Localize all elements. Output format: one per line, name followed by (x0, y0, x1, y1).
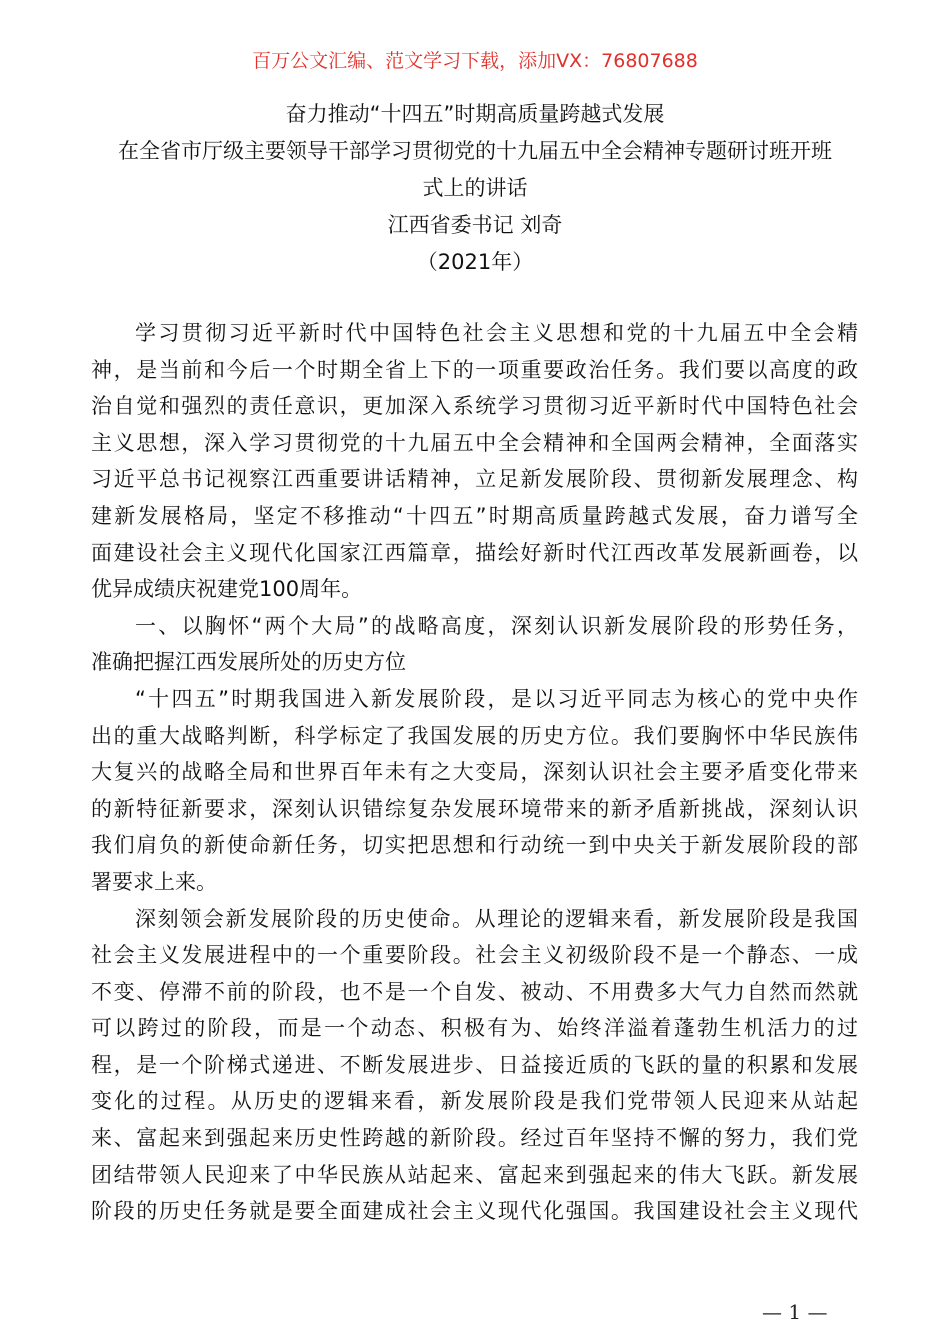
text-line: “十四五”时期我国进入新发展阶段，是以习近平同志为核心的党中央作 (135, 686, 858, 711)
text-line: 深刻领会新发展阶段的历史使命。从理论的逻辑来看，新发展阶段是我国 (135, 906, 858, 931)
section-heading-continued: 准确把握江西发展所处的历史方位 (91, 650, 406, 675)
text-line: 建新发展格局，坚定不移推动“十四五”时期高质量跨越式发展，奋力谱写全 (91, 503, 858, 528)
document-subtitle-continued: 式上的讲话 (422, 176, 528, 200)
text-line: 治自觉和强烈的责任意识，更加深入系统学习贯彻习近平新时代中国特色社会 (91, 394, 858, 419)
text-line: 来、富起来到强起来历史性跨越的新阶段。经过百年坚持不懈的努力，我们党 (91, 1126, 858, 1151)
text-line: 主义思想，深入学习贯彻党的十九届五中全会精神和全国两会精神，全面落实 (91, 430, 858, 455)
document-author: 江西省委书记 刘奇 (387, 213, 563, 237)
watermark-banner: 百万公文汇编、范文学习下载，添加VX：76807688 (252, 50, 698, 72)
text-line: 可以跨过的阶段，而是一个动态、积极有为、始终洋溢着蓬勃生机活力的过 (91, 1016, 858, 1041)
text-line: 的新特征新要求，深刻认识错综复杂发展环境带来的新矛盾新挑战，深刻认识 (91, 796, 858, 821)
text-line: 习近平总书记视察江西重要讲话精神，立足新发展阶段、贯彻新发展理念、构 (91, 467, 858, 492)
document-subtitle: 在全省市厅级主要领导干部学习贯彻党的十九届五中全会精神专题研讨班开班 (118, 139, 832, 163)
text-line: 面建设社会主义现代化国家江西篇章，描绘好新时代江西改革发展新画卷，以 (91, 540, 858, 565)
text-line: 变化的过程。从历史的逻辑来看，新发展阶段是我们党带领人民迎来从站起 (91, 1089, 858, 1114)
document-year: （2021年） (416, 250, 534, 274)
text-line: 团结带领人民迎来了中华民族从站起来、富起来到强起来的伟大飞跃。新发展 (91, 1162, 858, 1187)
text-line: 社会主义发展进程中的一个重要阶段。社会主义初级阶段不是一个静态、一成 (91, 943, 858, 968)
section-heading: 一、以胸怀“两个大局”的战略高度，深刻认识新发展阶段的形势任务， (135, 613, 858, 638)
text-line: 大复兴的战略全局和世界百年未有之大变局，深刻认识社会主要矛盾变化带来 (91, 760, 858, 785)
document-title: 奋力推动“十四五”时期高质量跨越式发展 (285, 102, 665, 126)
text-line: 阶段的历史任务就是要全面建成社会主义现代化强国。我国建设社会主义现代 (91, 1199, 858, 1224)
text-line: 优异成绩庆祝建党100周年。 (91, 577, 363, 602)
text-line: 不变、停滞不前的阶段，也不是一个自发、被动、不用费多大气力自然而然就 (91, 979, 858, 1004)
document-body (91, 315, 858, 1230)
text-line: 程，是一个阶梯式递进、不断发展进步、日益接近质的飞跃的量的积累和发展 (91, 1052, 858, 1077)
text-line: 我们肩负的新使命新任务，切实把思想和行动统一到中央关于新发展阶段的部 (91, 833, 858, 858)
text-line: 学习贯彻习近平新时代中国特色社会主义思想和党的十九届五中全会精 (135, 321, 858, 345)
page-number: — 1 — (762, 1300, 828, 1324)
text-line: 出的重大战略判断，科学标定了我国发展的历史方位。我们要胸怀中华民族伟 (91, 723, 858, 748)
text-line: 神，是当前和今后一个时期全省上下的一项重要政治任务。我们要以高度的政 (91, 357, 858, 382)
text-line: 署要求上来。 (91, 869, 217, 894)
